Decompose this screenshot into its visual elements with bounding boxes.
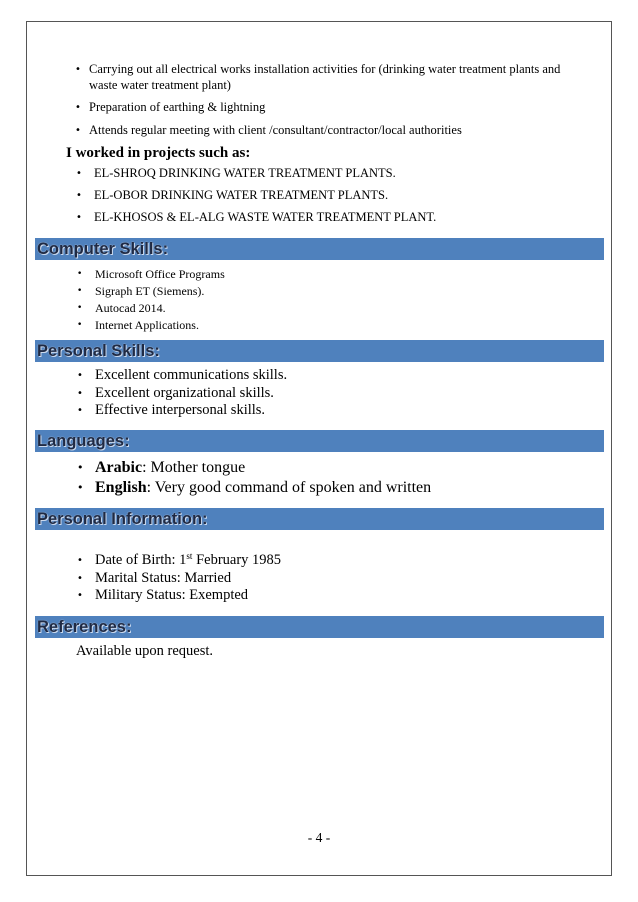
list-item: • EL-KHOSOS & EL-ALG WASTE WATER TREATMENT PLANT. xyxy=(75,210,575,225)
dob-ordinal: st xyxy=(186,551,193,561)
computer-skills-list xyxy=(77,266,225,334)
list-item: • EL-SHROQ DRINKING WATER TREATMENT PLANTS. xyxy=(75,166,575,181)
section-header-languages: Languages: xyxy=(35,430,604,452)
list-item: • EL-OBOR DRINKING WATER TREATMENT PLANTS. xyxy=(75,188,575,203)
dob-prefix: Date of Birth: 1 xyxy=(95,552,187,568)
list-item: • Marital Status: Married xyxy=(77,570,281,588)
section-header-personal-skills: Personal Skills: xyxy=(35,340,604,362)
list-item: • Autocad 2014. xyxy=(77,300,225,317)
personal-skills-list xyxy=(77,367,287,420)
list-item: • Excellent organizational skills. xyxy=(77,385,287,403)
projects-list xyxy=(75,166,575,232)
list-item: • Carrying out all electrical works installation activities for (drinking water treatment plants and waste water treatment plant) xyxy=(75,62,585,93)
languages-list xyxy=(77,458,431,498)
list-item: • Attends regular meeting with client /consultant/contractor/local authorities xyxy=(75,123,585,139)
list-item: • Sigraph ET (Siemens). xyxy=(77,283,225,300)
list-item: • Military Status: Exempted xyxy=(77,587,281,605)
list-item: • Preparation of earthing & lightning xyxy=(75,100,585,116)
language-level: : Mother tongue xyxy=(142,459,246,476)
page-number: - 4 - xyxy=(307,830,331,845)
personal-info-list xyxy=(77,552,281,605)
projects-heading: I worked in projects such as: xyxy=(66,145,251,161)
language-level: : Very good command of spoken and written xyxy=(146,479,432,496)
list-item: • Microsoft Office Programs xyxy=(77,266,225,283)
list-item: • Internet Applications. xyxy=(77,317,225,334)
language-name: Arabic xyxy=(95,459,143,476)
list-item xyxy=(77,458,431,478)
duties-list xyxy=(75,62,585,145)
section-header-personal-information: Personal Information: xyxy=(35,508,604,530)
list-item: • Excellent communications skills. xyxy=(77,367,287,385)
language-name: English xyxy=(95,479,147,496)
section-header-references: References: xyxy=(35,616,604,638)
section-header-computer-skills: Computer Skills: xyxy=(35,238,604,260)
list-item: • Effective interpersonal skills. xyxy=(77,402,287,420)
list-item xyxy=(77,478,431,498)
list-item xyxy=(77,552,281,570)
dob-suffix: February 1985 xyxy=(192,552,282,568)
references-text: Available upon request. xyxy=(76,643,214,659)
